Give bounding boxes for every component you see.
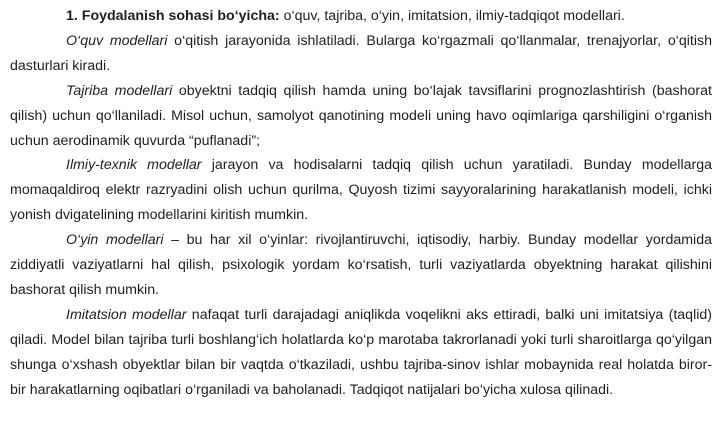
term-educational-models: O‘quv modellari [66,32,168,49]
paragraph-game-models [10,228,712,303]
paragraph-experimental-models [10,79,712,154]
term-experimental-models: Tajriba modellari [66,82,173,99]
educational-models-text: o‘qitish jarayonida ishlatiladi. Bularga ko‘rgazmali qo‘llanmalar, trenajyorlar, o‘qitish dasturlari kiradi. [10,32,712,74]
paragraph-simulation-models [10,303,712,403]
simulation-models-text: nafaqat turli darajadagi aniqlikda voqelikni aks ettiradi, balki uni imitatsiya (taqlid) qiladi. Model bilan tajriba turli boshlang‘ich holatlarda ko‘p marotaba takrorlanadi yoki turli sharoitlarga qo‘yilgan shunga o‘xshash obyektlar bilan bir vaqtda o‘tkaziladi, ushbu tajriba-sinov ishlar mobaynida real holatda biror-bir harakatlarning oqibatlari o‘rganiladi va baholanadi. Tadqiqot natijalari bo‘yicha xulosa qilinadi. [10,306,712,398]
term-simulation-models: Imitatsion modellar [66,306,187,323]
paragraph-scientific-models [10,153,712,228]
experimental-models-text: obyektni tadqiq qilish hamda uning bo‘lajak tavsiflarini prognozlashtirish (bashorat qilish) uchun qo‘llaniladi. Misol uchun, samolyot qanotining modeli uning havo oqimlariga qarshiligini o‘rganish uchun aerodinamik quvurda “puflanadi”; [10,82,712,149]
term-game-models: O‘yin modellari [66,232,164,249]
game-models-text: – bu har xil o‘yinlar: rivojlantiruvchi, iqtisodiy, harbiy. Bunday modellar yordamida ziddiyatli vaziyatlarni hal qilish, psixologik yordam ko‘rsatish, turli vaziyatlarda obyektning harakat qilishini bashorat qilish mumkin. [10,232,712,298]
heading-usage-area: 1. Foydalanish sohasi bo‘yicha: [66,8,280,24]
usage-area-text: o‘quv, tajriba, o‘yin, imitatsion, ilmiy-tadqiqot modellari. [279,8,625,24]
paragraph-usage-area [10,4,712,29]
scientific-models-text: jarayon va hodisalarni tadqiq qilish uchun yaratiladi. Bunday modellarga momaqaldiroq elektr razryadini olish uchun qurilma, Quyosh tizimi sayyoralarining harakatlanish modeli, ichki yonish dvigatelining modellarini kiritish mumkin. [10,157,713,224]
paragraph-educational-models [10,29,712,79]
term-scientific-models: Ilmiy-texnik modellar [66,157,202,174]
